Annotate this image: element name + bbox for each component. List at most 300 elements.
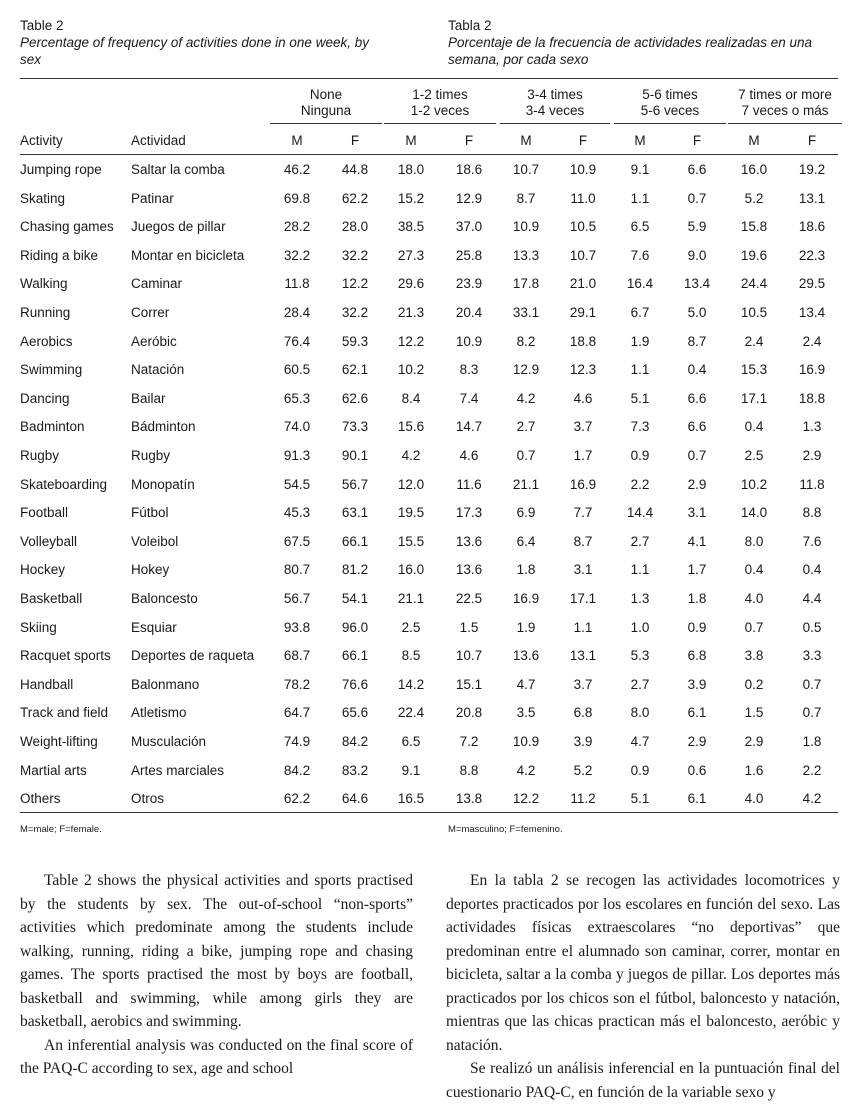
activity-name-en: Volleyball [20, 533, 78, 549]
value-cell: 37.0 [455, 219, 483, 235]
value-cell: 66.1 [341, 533, 369, 549]
value-cell: 4.4 [802, 591, 822, 606]
value-cell: 6.1 [687, 705, 707, 721]
paragraph: Se realizó un análisis inferencial en la puntuación final del cuestionario PAQ-C, en función de la variable sexo y [446, 1060, 840, 1101]
value-cell: 10.7 [455, 648, 483, 664]
value-cell: 1.7 [573, 448, 593, 463]
value-cell: 4.2 [516, 390, 536, 406]
activity-name-es: Bailar [131, 390, 166, 406]
value-cell: 16.4 [626, 276, 654, 292]
value-cell: 18.8 [798, 390, 826, 406]
value-cell: 10.9 [455, 333, 483, 349]
value-cell: 0.4 [744, 562, 764, 578]
group-label-en: 7 times or more [738, 87, 832, 102]
value-cell: 32.2 [341, 305, 369, 320]
value-cell: 62.1 [341, 362, 369, 378]
value-cell: 8.4 [401, 390, 421, 406]
value-cell: 10.5 [569, 219, 597, 235]
paragraph: En la tabla 2 se recogen las actividades locomotrices y deportes practicados por los escolares en función del sexo. Las actividades físicas extraescolares “no deportivas” que predominan entre el alumnado son caminar, correr, montar en bicicleta, saltar a la comba y juegos de pillar. Los deportes más practicados por los chicos son el fútbol, baloncesto y natación, mientras que las chicas practican más el baloncesto, aeróbic y natación. [446, 872, 840, 1054]
sex-header-female: F [807, 133, 817, 148]
group-label-es: 3-4 veces [525, 103, 585, 118]
table-bottom-rule [20, 812, 838, 813]
paragraph: Table 2 shows the physical activities and sports practised by the students by sex. The out-of-school “non-sports” activities which predominate among the students include walking, running, riding a bike, jumping rope and chasing games. The sports practised the most by boys are football, basketball and swimming, while among girls they are basketball, aerobics and swimming. [20, 872, 413, 1030]
activity-name-en: Riding a bike [20, 247, 99, 263]
value-cell: 14.4 [626, 505, 654, 521]
value-cell: 2.4 [744, 333, 764, 349]
activity-name-es: Baloncesto [131, 591, 198, 606]
table-top-rule [20, 78, 838, 79]
value-cell: 8.7 [516, 190, 536, 206]
value-cell: 76.4 [283, 333, 311, 349]
group-underline [614, 123, 726, 124]
value-cell: 3.8 [744, 648, 764, 664]
value-cell: 6.4 [516, 533, 536, 549]
activity-name-en: Weight-lifting [20, 734, 98, 749]
header-activity: Activity [20, 133, 63, 148]
activity-name-en: Dancing [20, 390, 70, 406]
value-cell: 0.2 [744, 676, 764, 692]
value-cell: 4.1 [687, 533, 707, 549]
value-cell: 17.8 [512, 276, 540, 292]
value-cell: 3.1 [573, 562, 593, 578]
value-cell: 2.9 [802, 448, 822, 463]
value-cell: 2.7 [630, 533, 650, 549]
value-cell: 21.1 [397, 591, 425, 606]
sex-header-male: M [405, 133, 417, 148]
value-cell: 60.5 [283, 362, 311, 378]
value-cell: 2.7 [516, 419, 536, 435]
value-cell: 0.4 [744, 419, 764, 435]
footnote-es: M=masculino; F=femenino. [448, 824, 563, 835]
value-cell: 78.2 [283, 676, 311, 692]
sex-header-female: F [464, 133, 474, 148]
value-cell: 12.3 [569, 362, 597, 378]
value-cell: 74.9 [283, 734, 311, 749]
value-cell: 56.7 [341, 476, 369, 492]
activity-name-es: Aeróbic [131, 333, 177, 349]
value-cell: 14.2 [397, 676, 425, 692]
value-cell: 3.9 [687, 676, 707, 692]
value-cell: 32.2 [283, 247, 311, 263]
value-cell: 3.7 [573, 676, 593, 692]
activity-name-en: Chasing games [20, 219, 114, 235]
value-cell: 62.6 [341, 390, 369, 406]
activity-name-en: Swimming [20, 362, 83, 378]
body-text-english [20, 869, 413, 1081]
value-cell: 19.2 [798, 162, 826, 177]
value-cell: 5.2 [744, 190, 764, 206]
column-group-3 [500, 87, 610, 119]
value-cell: 4.0 [744, 591, 764, 606]
value-cell: 13.6 [512, 648, 540, 664]
group-label-es: Ninguna [300, 103, 352, 118]
value-cell: 21.3 [397, 305, 425, 320]
value-cell: 0.7 [687, 448, 707, 463]
activity-name-es: Rugby [131, 448, 171, 463]
activity-name-en: Basketball [20, 591, 83, 606]
sex-header-male: M [520, 133, 532, 148]
value-cell: 7.7 [573, 505, 593, 521]
value-cell: 8.7 [573, 533, 593, 549]
value-cell: 17.1 [740, 390, 768, 406]
value-cell: 21.1 [512, 476, 540, 492]
value-cell: 15.6 [397, 419, 425, 435]
group-label-en: 3-4 times [527, 87, 583, 102]
value-cell: 62.2 [341, 190, 369, 206]
activity-name-es: Saltar la comba [131, 162, 225, 177]
value-cell: 83.2 [341, 762, 369, 778]
value-cell: 0.7 [687, 190, 707, 206]
activity-name-es: Correr [131, 305, 170, 320]
value-cell: 13.8 [455, 791, 483, 807]
value-cell: 93.8 [283, 619, 311, 635]
value-cell: 6.6 [687, 162, 707, 177]
value-cell: 15.2 [397, 190, 425, 206]
value-cell: 13.4 [798, 305, 826, 320]
activity-name-en: Handball [20, 676, 74, 692]
activity-name-en: Football [20, 505, 69, 521]
table-title-en: Percentage of frequency of activities done in one week, by sex [20, 35, 369, 67]
value-cell: 10.7 [512, 162, 540, 177]
value-cell: 12.2 [341, 276, 369, 292]
group-underline [270, 123, 382, 124]
activity-name-en: Skiing [20, 619, 57, 635]
value-cell: 65.6 [341, 705, 369, 721]
value-cell: 5.0 [687, 305, 707, 320]
column-group-4 [614, 87, 726, 119]
column-group-2 [384, 87, 496, 119]
value-cell: 3.7 [573, 419, 593, 435]
value-cell: 0.5 [802, 619, 822, 635]
activity-name-en: Martial arts [20, 762, 87, 778]
table-title-es: Porcentaje de la frecuencia de actividades realizadas en una semana, por cada sexo [448, 35, 812, 67]
value-cell: 10.9 [569, 162, 597, 177]
value-cell: 23.9 [455, 276, 483, 292]
value-cell: 8.8 [459, 762, 479, 778]
value-cell: 3.1 [687, 505, 707, 521]
value-cell: 45.3 [283, 505, 311, 521]
activity-name-en: Rugby [20, 448, 60, 463]
activity-name-en: Others [20, 791, 61, 807]
value-cell: 10.9 [512, 219, 540, 235]
value-cell: 2.2 [630, 476, 650, 492]
value-cell: 1.1 [573, 619, 593, 635]
value-cell: 2.7 [630, 676, 650, 692]
value-cell: 12.9 [455, 190, 483, 206]
value-cell: 6.5 [401, 734, 421, 749]
activity-name-es: Monopatín [131, 476, 195, 492]
value-cell: 5.1 [630, 390, 650, 406]
value-cell: 13.6 [455, 533, 483, 549]
value-cell: 66.1 [341, 648, 369, 664]
value-cell: 0.9 [630, 448, 650, 463]
column-group-5 [728, 87, 842, 119]
value-cell: 7.4 [459, 390, 479, 406]
value-cell: 9.0 [687, 247, 707, 263]
activity-name-en: Hockey [20, 562, 66, 578]
value-cell: 17.1 [569, 591, 597, 606]
value-cell: 0.7 [802, 676, 822, 692]
activity-name-en: Skating [20, 190, 66, 206]
value-cell: 13.1 [798, 190, 826, 206]
value-cell: 15.1 [455, 676, 483, 692]
value-cell: 22.3 [798, 247, 826, 263]
value-cell: 73.3 [341, 419, 369, 435]
value-cell: 10.2 [397, 362, 425, 378]
value-cell: 84.2 [283, 762, 311, 778]
body-text-spanish [446, 869, 840, 1104]
value-cell: 14.7 [455, 419, 483, 435]
value-cell: 7.2 [459, 734, 479, 749]
value-cell: 27.3 [397, 247, 425, 263]
value-cell: 20.4 [455, 305, 483, 320]
value-cell: 28.0 [341, 219, 369, 235]
value-cell: 4.2 [401, 448, 421, 463]
value-cell: 28.4 [283, 305, 311, 320]
value-cell: 28.2 [283, 219, 311, 235]
value-cell: 0.7 [516, 448, 536, 463]
value-cell: 54.5 [283, 476, 311, 492]
value-cell: 10.7 [569, 247, 597, 263]
value-cell: 8.0 [744, 533, 764, 549]
value-cell: 19.6 [740, 247, 768, 263]
value-cell: 18.8 [569, 333, 597, 349]
value-cell: 1.1 [630, 562, 650, 578]
value-cell: 5.1 [630, 791, 650, 807]
value-cell: 1.3 [802, 419, 822, 435]
value-cell: 6.5 [630, 219, 650, 235]
value-cell: 29.5 [798, 276, 826, 292]
value-cell: 15.5 [397, 533, 425, 549]
group-label-es: 7 veces o más [741, 103, 829, 118]
value-cell: 25.8 [455, 247, 483, 263]
activity-name-es: Musculación [131, 734, 207, 749]
value-cell: 16.5 [397, 791, 425, 807]
value-cell: 6.9 [516, 505, 536, 521]
value-cell: 29.1 [569, 305, 597, 320]
value-cell: 19.5 [397, 505, 425, 521]
table-label-es: Tabla 2 [448, 18, 492, 33]
value-cell: 5.2 [573, 762, 593, 778]
value-cell: 12.2 [512, 791, 540, 807]
value-cell: 3.9 [573, 734, 593, 749]
value-cell: 1.9 [516, 619, 536, 635]
value-cell: 7.3 [630, 419, 650, 435]
value-cell: 11.8 [799, 476, 825, 492]
value-cell: 4.6 [573, 390, 593, 406]
activity-name-es: Balonmano [131, 676, 200, 692]
sex-header-female: F [350, 133, 360, 148]
activity-name-es: Otros [131, 791, 165, 807]
value-cell: 1.7 [687, 562, 707, 578]
group-label-en: 1-2 times [412, 87, 468, 102]
value-cell: 1.9 [630, 333, 650, 349]
value-cell: 18.0 [397, 162, 425, 177]
activity-name-es: Atletismo [131, 705, 187, 721]
value-cell: 4.7 [516, 676, 536, 692]
activity-name-es: Deportes de raqueta [131, 648, 255, 664]
activity-name-es: Natación [131, 362, 185, 378]
value-cell: 20.8 [455, 705, 483, 721]
value-cell: 13.6 [455, 562, 483, 578]
value-cell: 13.4 [683, 276, 711, 292]
value-cell: 74.0 [283, 419, 311, 435]
activity-name-es: Fútbol [131, 505, 169, 521]
value-cell: 11.8 [284, 276, 310, 292]
activity-name-es: Artes marciales [131, 762, 225, 778]
value-cell: 21.0 [569, 276, 597, 292]
value-cell: 16.9 [512, 591, 540, 606]
sex-header-male: M [634, 133, 646, 148]
table-label-en: Table 2 [20, 18, 64, 33]
activity-name-en: Badminton [20, 419, 85, 435]
value-cell: 4.2 [516, 762, 536, 778]
value-cell: 2.5 [401, 619, 421, 635]
value-cell: 10.2 [740, 476, 768, 492]
value-cell: 6.8 [687, 648, 707, 664]
header-actividad: Actividad [131, 133, 186, 148]
value-cell: 5.9 [687, 219, 707, 235]
sex-header-female: F [692, 133, 702, 148]
value-cell: 0.7 [802, 705, 822, 721]
value-cell: 68.7 [283, 648, 311, 664]
value-cell: 96.0 [341, 619, 369, 635]
value-cell: 15.8 [740, 219, 768, 235]
activity-name-es: Esquiar [131, 619, 177, 635]
activity-name-en: Track and field [20, 705, 109, 721]
activity-name-es: Patinar [131, 190, 174, 206]
value-cell: 64.6 [341, 791, 369, 807]
value-cell: 67.5 [283, 533, 311, 549]
value-cell: 1.6 [744, 762, 764, 778]
value-cell: 11.6 [456, 476, 482, 492]
value-cell: 6.6 [687, 419, 707, 435]
activity-name-en: Jumping rope [20, 162, 102, 177]
value-cell: 2.9 [687, 734, 707, 749]
value-cell: 16.0 [397, 562, 425, 578]
group-underline [384, 123, 496, 124]
value-cell: 1.5 [744, 705, 764, 721]
value-cell: 56.7 [283, 591, 311, 606]
value-cell: 12.2 [397, 333, 425, 349]
value-cell: 38.5 [397, 219, 425, 235]
sex-header-female: F [578, 133, 588, 148]
group-label-en: 5-6 times [642, 87, 698, 102]
value-cell: 1.1 [630, 362, 650, 378]
value-cell: 1.8 [516, 562, 536, 578]
value-cell: 46.2 [283, 162, 311, 177]
activity-name-en: Aerobics [20, 333, 73, 349]
value-cell: 17.3 [455, 505, 483, 521]
value-cell: 2.9 [687, 476, 707, 492]
value-cell: 44.8 [341, 162, 369, 177]
footnote-en: M=male; F=female. [20, 824, 102, 835]
value-cell: 6.7 [630, 305, 650, 320]
value-cell: 8.2 [516, 333, 536, 349]
value-cell: 11.2 [570, 791, 596, 807]
activity-name-en: Walking [20, 276, 68, 292]
value-cell: 2.2 [802, 762, 822, 778]
value-cell: 64.7 [283, 705, 311, 721]
value-cell: 6.6 [687, 390, 707, 406]
value-cell: 2.9 [744, 734, 764, 749]
value-cell: 1.0 [630, 619, 650, 635]
value-cell: 33.1 [512, 305, 540, 320]
value-cell: 15.3 [740, 362, 768, 378]
value-cell: 2.4 [802, 333, 822, 349]
group-label-es: 5-6 veces [640, 103, 700, 118]
value-cell: 8.3 [459, 362, 479, 378]
group-label-en: None [309, 87, 343, 102]
table-header-rule [20, 154, 838, 155]
value-cell: 8.0 [630, 705, 650, 721]
value-cell: 14.0 [740, 505, 768, 521]
value-cell: 9.1 [630, 162, 650, 177]
value-cell: 16.0 [740, 162, 768, 177]
value-cell: 12.9 [512, 362, 540, 378]
value-cell: 24.4 [740, 276, 768, 292]
value-cell: 6.8 [573, 705, 593, 721]
value-cell: 1.5 [459, 619, 479, 635]
value-cell: 4.7 [630, 734, 650, 749]
activity-name-es: Hokey [131, 562, 170, 578]
value-cell: 81.2 [341, 562, 369, 578]
value-cell: 4.6 [459, 448, 479, 463]
value-cell: 6.1 [687, 791, 707, 807]
value-cell: 80.7 [283, 562, 311, 578]
value-cell: 7.6 [630, 247, 650, 263]
value-cell: 10.5 [740, 305, 768, 320]
value-cell: 76.6 [341, 676, 369, 692]
value-cell: 4.0 [744, 791, 764, 807]
value-cell: 0.9 [687, 619, 707, 635]
value-cell: 8.8 [802, 505, 822, 521]
value-cell: 8.7 [687, 333, 707, 349]
value-cell: 4.2 [802, 791, 822, 807]
value-cell: 90.1 [341, 448, 369, 463]
value-cell: 3.5 [516, 705, 536, 721]
value-cell: 13.1 [569, 648, 597, 664]
value-cell: 10.9 [512, 734, 540, 749]
value-cell: 91.3 [283, 448, 311, 463]
value-cell: 13.3 [512, 247, 540, 263]
value-cell: 1.1 [630, 190, 650, 206]
value-cell: 22.5 [455, 591, 483, 606]
sex-header-male: M [748, 133, 760, 148]
group-label-es: 1-2 veces [410, 103, 470, 118]
value-cell: 1.8 [687, 591, 707, 606]
activity-name-es: Montar en bicicleta [131, 247, 245, 263]
group-underline [728, 123, 842, 124]
activity-name-es: Caminar [131, 276, 183, 292]
value-cell: 16.9 [798, 362, 826, 378]
paragraph: An inferential analysis was conducted on the final score of the PAQ-C according to sex, age and school [20, 1036, 413, 1077]
column-group-1 [270, 87, 382, 119]
activity-name-en: Racquet sports [20, 648, 111, 664]
value-cell: 3.3 [802, 648, 822, 664]
value-cell: 0.9 [630, 762, 650, 778]
value-cell: 0.4 [687, 362, 707, 378]
value-cell: 1.8 [802, 734, 822, 749]
activity-name-es: Voleibol [131, 533, 179, 549]
value-cell: 63.1 [341, 505, 369, 521]
value-cell: 69.8 [283, 190, 311, 206]
value-cell: 22.4 [397, 705, 425, 721]
value-cell: 5.3 [630, 648, 650, 664]
value-cell: 62.2 [283, 791, 311, 807]
value-cell: 1.3 [630, 591, 650, 606]
value-cell: 18.6 [798, 219, 826, 235]
